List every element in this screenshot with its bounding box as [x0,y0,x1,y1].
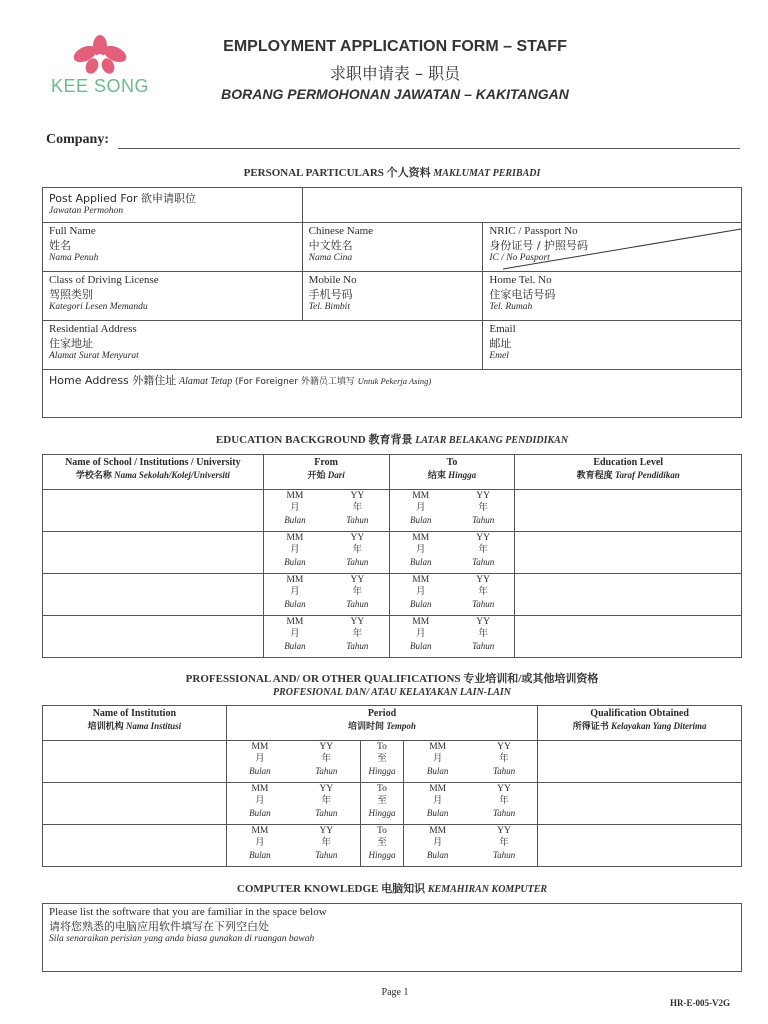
to-month-field[interactable]: MM 月 Bulan [389,616,452,658]
qualifications-table [42,705,742,867]
home-address-field[interactable]: Home Address 外籍住址 Alamat Tetap (For Foreigner 外籍员工填写 Untuk Pekerja Asing) [43,370,742,418]
strike-through-mark [503,227,743,271]
section-personal: PERSONAL PARTICULARS 个人资料 MAKLUMAT PERIBADI [243,167,541,179]
table-row [43,783,742,825]
home-tel-field[interactable]: Home Tel. No 住家电话号码 Tel. Rumah [483,272,742,321]
page-number: Page 1 [381,987,409,998]
qualification-field[interactable] [538,741,742,783]
col-institution: Name of Institution 培训机构 Nama Institusi [43,706,227,741]
qualification-field[interactable] [538,783,742,825]
nric-field[interactable]: NRIC / Passport No 身份证号 / 护照号码 IC / No Pasport [483,223,742,272]
section-computer: COMPUTER KNOWLEDGE 电脑知识 KEMAHIRAN KOMPUTER [236,883,548,895]
education-level-field[interactable] [515,616,742,658]
full-name-field[interactable]: Full Name 姓名 Nama Penuh [43,223,303,272]
from-year-field[interactable]: YY 年 Tahun [326,574,389,616]
to-year-field[interactable]: YY 年 Tahun [452,490,515,532]
table-row [43,574,742,616]
school-name-field[interactable] [43,532,264,574]
end-year-field[interactable]: YY 年 Tahun [471,825,538,867]
end-year-field[interactable]: YY 年 Tahun [471,783,538,825]
residential-address-field[interactable]: Residential Address 住家地址 Alamat Surat Menyurat [43,321,483,370]
col-from: From 开始 Dari [263,455,389,490]
section-education: EDUCATION BACKGROUND 教育背景 LATAR BELAKANG PENDIDIKAN [215,434,569,446]
software-list-field[interactable]: Please list the software that you are familiar in the space below 请将您熟悉的电脑应用软件填写在下列空白处 Sila senaraikan perisian yang anda biasa gunakan di ruangan bawah [43,904,742,972]
company-label: Company: [46,132,110,147]
col-to: To 结束 Hingga [389,455,515,490]
col-education-level: Education Level 教育程度 Taraf Pendidikan [515,455,742,490]
post-applied-label: Post Applied For 欲申请职位 Jawatan Permohon [43,188,303,223]
to-year-field[interactable]: YY 年 Tahun [452,616,515,658]
col-school: Name of School / Institutions / University 学校名称 Nama Sekolah/Kolej/Universiti [43,455,264,490]
education-level-field[interactable] [515,490,742,532]
start-month-field[interactable]: MM 月 Bulan [226,783,293,825]
from-month-field[interactable]: MM 月 Bulan [263,532,326,574]
school-name-field[interactable] [43,616,264,658]
col-qualification: Qualification Obtained 所得证书 Kelayakan Yang Diterima [538,706,742,741]
email-field[interactable]: Email 邮址 Emel [483,321,742,370]
from-year-field[interactable]: YY 年 Tahun [326,490,389,532]
school-name-field[interactable] [43,490,264,532]
table-row [43,532,742,574]
start-year-field[interactable]: YY 年 Tahun [293,783,360,825]
from-month-field[interactable]: MM 月 Bulan [263,616,326,658]
from-year-field[interactable]: YY 年 Tahun [326,616,389,658]
education-table [42,454,742,658]
form-code: HR-E-005-V2G [670,998,730,1008]
start-month-field[interactable]: MM 月 Bulan [226,825,293,867]
form-title-ms: BORANG PERMOHONAN JAWATAN – KAKITANGAN [221,86,569,102]
company-field[interactable] [118,148,740,149]
school-name-field[interactable] [43,574,264,616]
to-month-field[interactable]: MM 月 Bulan [389,574,452,616]
to-year-field[interactable]: YY 年 Tahun [452,574,515,616]
institution-name-field[interactable] [43,783,227,825]
driving-license-field[interactable]: Class of Driving License 驾照类别 Kategori Lesen Memandu [43,272,303,321]
brand-name: KEE SONG [50,76,150,96]
start-year-field[interactable]: YY 年 Tahun [293,741,360,783]
from-month-field[interactable]: MM 月 Bulan [263,490,326,532]
post-applied-field[interactable] [302,188,741,223]
to-month-field[interactable]: MM 月 Bulan [389,490,452,532]
to-separator: To 至 Hingga [360,741,404,783]
to-month-field[interactable]: MM 月 Bulan [389,532,452,574]
from-month-field[interactable]: MM 月 Bulan [263,574,326,616]
end-month-field[interactable]: MM 月 Bulan [404,741,471,783]
to-separator: To 至 Hingga [360,825,404,867]
end-year-field[interactable]: YY 年 Tahun [471,741,538,783]
table-row [43,825,742,867]
form-title-cn: 求职申请表 – 职员 [329,64,461,83]
chinese-name-field[interactable]: Chinese Name 中文姓名 Nama Cina [302,223,483,272]
flower-logo-icon [70,34,130,76]
col-period: Period 培训时间 Tempoh [226,706,538,741]
table-row [43,616,742,658]
start-month-field[interactable]: MM 月 Bulan [226,741,293,783]
end-month-field[interactable]: MM 月 Bulan [404,783,471,825]
section-qualifications: PROFESSIONAL AND/ OR OTHER QUALIFICATIONS 专业培训和/或其他培训资格 PROFESIONAL DAN/ ATAU KELAYAKAN LAIN-LAIN [185,673,599,698]
table-row [43,490,742,532]
institution-name-field[interactable] [43,741,227,783]
from-year-field[interactable]: YY 年 Tahun [326,532,389,574]
qualification-field[interactable] [538,825,742,867]
mobile-no-field[interactable]: Mobile No 手机号码 Tel. Bimbit [302,272,483,321]
start-year-field[interactable]: YY 年 Tahun [293,825,360,867]
institution-name-field[interactable] [43,825,227,867]
to-year-field[interactable]: YY 年 Tahun [452,532,515,574]
end-month-field[interactable]: MM 月 Bulan [404,825,471,867]
education-level-field[interactable] [515,574,742,616]
form-title-en: EMPLOYMENT APPLICATION FORM – STAFF [223,38,567,55]
education-level-field[interactable] [515,532,742,574]
to-separator: To 至 Hingga [360,783,404,825]
table-row [43,741,742,783]
computer-table [42,903,742,972]
personal-table [42,187,742,418]
